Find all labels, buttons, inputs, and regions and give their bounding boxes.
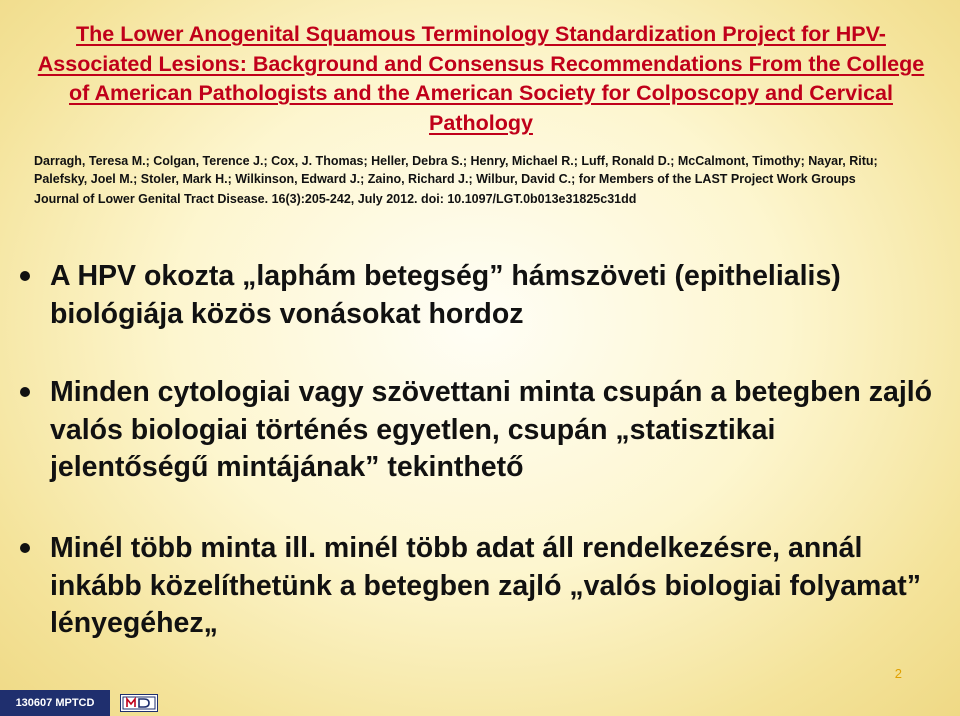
citation <box>34 153 924 209</box>
md-logo-icon <box>120 694 158 712</box>
slide-title: The Lower Anogenital Squamous Terminology Standardization Project for HPV-Associated Lesions: Background and Consensus Recommendations From the College of American Pathologists and the American Society for Colposcopy and Cervical Pathology <box>37 22 925 135</box>
citation-authors: Darragh, Teresa M.; Colgan, Terence J.; Cox, J. Thomas; Heller, Debra S.; Henry, Michael R.; Luff, Ronald D.; McCalmont, Timothy; Nayar, Ritu; Palefsky, Joel M.; Stoler, Mark H.; Wilkinson, Edward J.; Zaino, Richard J.; Wilbur, David C.; for Members of the LAST Project Work Groups <box>34 154 878 186</box>
bullet-text: Minden cytologiai vagy szövettani minta csupán a betegben zajló valós biologiai történés egyetlen, csupán „statisztikai jelentőségű mintájának” tekinthető <box>50 376 933 483</box>
bullet-item <box>50 258 935 333</box>
bullet-item <box>50 374 935 487</box>
bullet-dot-icon <box>20 271 30 281</box>
bullet-dot-icon <box>20 387 30 397</box>
bullet-dot-icon <box>20 543 30 553</box>
footer-label: 130607 MPTCD <box>0 690 110 716</box>
bullet-text: Minél több minta ill. minél több adat áll rendelkezésre, annál inkább közelíthetünk a betegben zajló „valós biologiai folyamat” lényegéhez„ <box>50 532 921 639</box>
bullet-text: A HPV okozta „laphám betegség” hámszöveti (epithelialis) biológiája közös vonásokat hordoz <box>50 260 841 330</box>
citation-journal: Journal of Lower Genital Tract Disease. 16(3):205-242, July 2012. doi: 10.1097/LGT.0b013e31825c31dd <box>34 192 637 206</box>
bullet-item <box>50 530 935 643</box>
page-number: 2 <box>894 666 902 681</box>
